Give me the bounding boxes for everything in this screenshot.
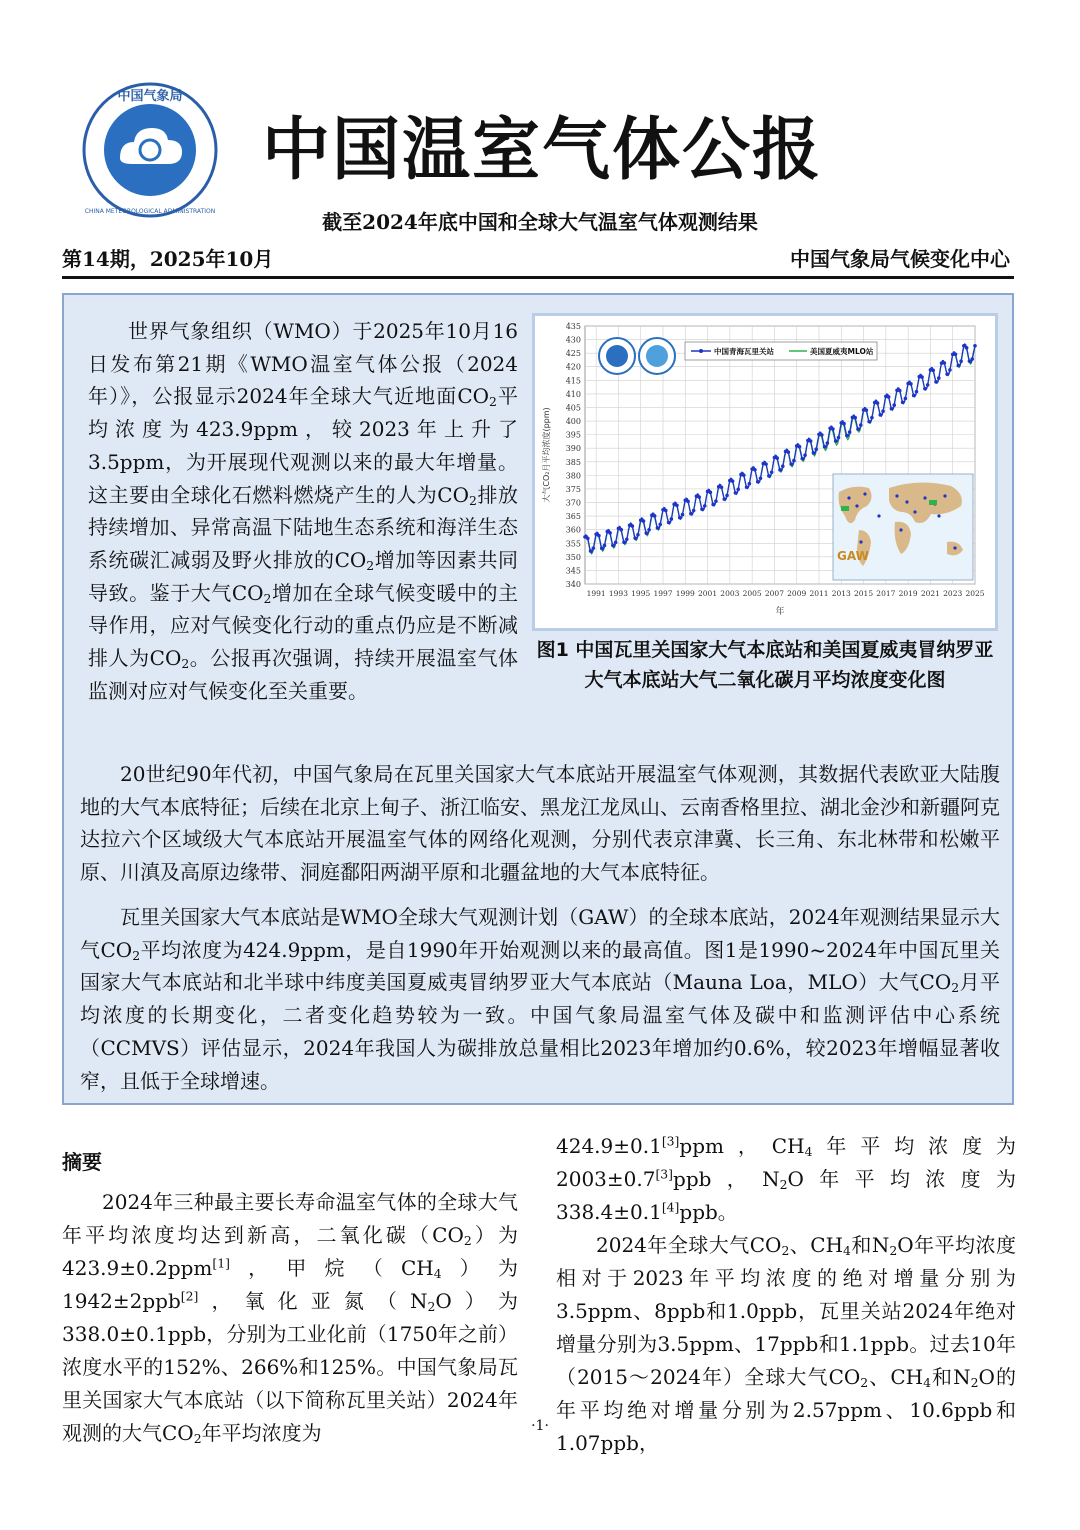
data-point [709, 491, 713, 495]
station-marker [855, 504, 858, 507]
data-point [842, 422, 846, 426]
data-point [700, 507, 704, 511]
x-tick-label: 2019 [898, 589, 918, 598]
y-tick-label: 375 [565, 484, 581, 494]
page-title: 中国温室气体公报 [262, 111, 823, 190]
data-point [792, 459, 796, 463]
data-point [633, 536, 637, 540]
data-point [644, 531, 648, 535]
data-point [904, 397, 908, 401]
station-marker [859, 540, 862, 543]
data-point [909, 382, 913, 386]
data-point [775, 456, 779, 460]
y-tick-label: 410 [565, 389, 581, 399]
data-point [658, 523, 662, 527]
data-point [959, 359, 963, 363]
data-point [845, 434, 849, 438]
data-point [619, 528, 623, 532]
data-point [611, 544, 615, 548]
station-marker [905, 500, 908, 503]
x-tick-label: 1999 [675, 589, 695, 598]
data-point [692, 509, 696, 513]
data-point [711, 503, 715, 507]
data-point [656, 526, 660, 530]
data-point [901, 400, 905, 404]
data-point [831, 427, 835, 431]
data-point [748, 482, 752, 486]
x-tick-label: 2011 [809, 589, 829, 598]
data-point [753, 468, 757, 472]
data-point [767, 474, 771, 478]
y-tick-label: 400 [565, 417, 581, 427]
intro-paragraph: 世界气象组织（WMO）于2025年10月16日发布第21期《WMO温室气体公报（2024年）》，公报显示2024年全球大气近地面$CO_2$平均浓度为423.9ppm，较2023年上升了3.5ppm，为开展现代观测以来的最大年增量。这主要由全球化石燃料燃烧产生的人为$CO_2$排放持续增加、异常高温下陆地生态系统和海洋生态系统碳汇减弱及野火排放的$CO_2$增加等因素共同导致。鉴于大气$CO_2$增加在全球气候变暖中的主导作用，应对气候变化行动的重点仍应是不断减排人为$CO_2$。公报再次强调，持续开展温室气体监测对应对气候变化至关重要。 [88, 319, 519, 703]
data-point [770, 470, 774, 474]
data-point [937, 376, 941, 380]
summary-right-column: 424.9±0.1[3]ppm，$CH_4$年平均浓度为2003±0.7[3]ppb，$N_2O$年平均浓度为338.4±0.1[4]ppb。 2024年全球大气$CO_2$、$CH_4$和$N_2O$年平均浓度相对于2023年平均浓度的绝对增量分别为3.5ppm、8ppb和1.0ppb，瓦里关站2024年绝对增量分别为3.5ppm、17ppb和1.1ppb。过去10年（2015～2024年）全球大气$CO_2$、$CH_4$和$N_2O$的年平均绝对增量分别为2.57ppm、10.6ppb和1.07ppb， [556, 1133, 1017, 1455]
data-point [970, 357, 974, 361]
data-point [764, 462, 768, 466]
data-point [915, 390, 919, 394]
y-tick-label: 430 [565, 335, 581, 345]
data-point [787, 450, 791, 454]
data-point [798, 445, 802, 449]
data-point [731, 479, 735, 483]
station-marker [841, 506, 849, 511]
x-tick-label: 1997 [653, 589, 673, 598]
data-point [948, 368, 952, 372]
x-tick-label: 2021 [920, 589, 940, 598]
y-axis-label: 大气CO₂月平均浓度(ppm) [542, 407, 551, 503]
data-point [736, 487, 740, 491]
data-point [614, 541, 618, 545]
data-point [722, 497, 726, 501]
data-point [890, 407, 894, 411]
data-point [881, 409, 885, 413]
data-point [965, 346, 969, 350]
x-tick-label: 1995 [631, 589, 651, 598]
data-point [589, 549, 593, 553]
data-point [759, 476, 763, 480]
data-point [681, 513, 685, 517]
y-tick-label: 365 [565, 512, 581, 522]
y-tick-label: 345 [565, 566, 581, 576]
data-point [848, 430, 852, 434]
data-point [756, 480, 760, 484]
paragraph-waliguan: 瓦里关国家大气本底站是WMO全球大气观测计划（GAW）的全球本底站，2024年观测结果显示大气$CO_2$平均浓度为424.9ppm，是自1990年开始观测以来的最高值。图1是1990~2024年中国瓦里关国家大气本底站和北半球中纬度美国夏威夷冒纳罗亚大气本底站（Mauna Loa，MLO）大气$CO_2$月平均浓度的长期变化，二者变化趋势较为一致。中国气象局温室气体及碳中和监测评估中心系统（CCMVS）评估显示，2024年我国人为碳排放总量相比2023年增加约0.6%，较2023年增幅显著收窄，且低于全球增速。 [80, 905, 1001, 1093]
x-tick-label: 2009 [787, 589, 807, 598]
data-point [853, 416, 857, 420]
logo-ring-text: CHINA METEOROLOGICAL ADMINISTRATION [84, 208, 216, 215]
data-point [714, 499, 718, 503]
legend-label: 中国青海瓦里关站 [714, 347, 774, 356]
data-point [898, 389, 902, 393]
data-point [653, 514, 657, 518]
x-tick-label: 2013 [831, 589, 851, 598]
cma-logo [80, 80, 220, 220]
data-point [865, 408, 869, 412]
gaw-label: GAW [837, 549, 869, 563]
data-point [600, 546, 604, 550]
data-point [636, 533, 640, 537]
legend-swatch [699, 349, 703, 353]
data-point [956, 364, 960, 368]
y-tick-label: 350 [565, 552, 581, 562]
data-point [781, 464, 785, 468]
station-marker [913, 510, 916, 513]
y-tick-label: 395 [565, 430, 581, 440]
x-tick-label: 2007 [764, 589, 784, 598]
data-point [803, 453, 807, 457]
data-point [823, 445, 827, 449]
y-tick-label: 425 [565, 349, 581, 359]
station-marker [929, 500, 937, 505]
co2-figure [532, 313, 998, 631]
y-tick-label: 390 [565, 444, 581, 454]
page-number: ·1· [531, 1418, 549, 1434]
data-point [820, 433, 824, 437]
data-point [837, 436, 841, 440]
data-point [789, 462, 793, 466]
data-point [954, 353, 958, 357]
data-point [943, 361, 947, 365]
data-point [912, 394, 916, 398]
data-point [647, 528, 651, 532]
logo-text: 中国气象局 [117, 89, 183, 104]
data-point [689, 512, 693, 516]
data-point [834, 439, 838, 443]
data-point [859, 423, 863, 427]
station-marker [937, 514, 940, 517]
x-tick-label: 1991 [586, 589, 606, 598]
x-tick-label: 1993 [608, 589, 628, 598]
station-marker [895, 494, 898, 497]
data-point [742, 473, 746, 477]
data-point [973, 344, 977, 348]
y-tick-label: 355 [565, 539, 581, 549]
page-subtitle: 截至2024年底中国和全球大气温室气体观测结果 [322, 210, 758, 234]
y-tick-label: 435 [565, 322, 581, 331]
y-tick-label: 340 [565, 580, 581, 589]
header-rule [62, 276, 1014, 279]
data-point [720, 485, 724, 489]
data-point [678, 516, 682, 520]
station-marker [877, 514, 880, 517]
data-point [934, 380, 938, 384]
station-marker [943, 494, 946, 497]
data-point [664, 509, 668, 513]
figure-caption: 图1 中国瓦里关国家大气本底站和美国夏威夷冒纳罗亚大气本底站大气二氧化碳月平均浓度变化图 [536, 639, 994, 691]
x-tick-label: 2001 [698, 589, 718, 598]
x-tick-label: 2005 [742, 589, 762, 598]
data-point [826, 441, 830, 445]
data-point [667, 521, 671, 525]
data-point [597, 534, 601, 538]
data-point [586, 537, 590, 541]
data-point [920, 375, 924, 379]
data-point [809, 439, 813, 443]
data-point [603, 544, 607, 548]
data-point [608, 531, 612, 535]
data-point [703, 504, 707, 508]
highlight-box [62, 293, 1014, 1105]
station-marker [953, 546, 956, 549]
data-point [686, 500, 690, 504]
summary-left-column: 2024年三种最主要长寿命温室气体的全球大气年平均浓度均达到新高，二氧化碳$(CO_2)$为423.9±0.2ppm[1]，甲烷$(CH_4)$为1942±2ppb[2]，氧化亚氮$(N_2O)$为338.0±0.1ppb，分别为工业化前（1750年之前）浓度水平的152%、266%和125%。中国气象局瓦里关国家大气本底站（以下简称瓦里关站）2024年观测的大气$CO_2$年平均浓度为 [62, 1190, 519, 1447]
x-tick-label: 2003 [720, 589, 740, 598]
data-point [945, 372, 949, 376]
issuing-org: 中国气象局气候变化中心 [790, 247, 1010, 271]
data-point [697, 495, 701, 499]
data-point [856, 427, 860, 431]
data-point [926, 383, 930, 387]
data-point [876, 401, 880, 405]
station-marker [847, 496, 850, 499]
issue-info: 第14期，2025年10月 [62, 247, 274, 271]
summary-heading: 摘要 [62, 1150, 102, 1174]
data-point [812, 451, 816, 455]
data-point [734, 491, 738, 495]
x-tick-label: 2025 [965, 589, 985, 598]
data-point [670, 517, 674, 521]
data-point [867, 420, 871, 424]
x-tick-label: 2017 [876, 589, 896, 598]
data-point [745, 485, 749, 489]
data-point [725, 494, 729, 498]
y-tick-label: 385 [565, 457, 581, 467]
co2-chart [535, 316, 989, 622]
x-tick-label: 2015 [854, 589, 874, 598]
paragraph-stations: 20世纪90年代初，中国气象局在瓦里关国家大气本底站开展温室气体观测，其数据代表欧亚大陆腹地的大气本底特征；后续在北京上甸子、浙江临安、黑龙江龙凤山、云南香格里拉、湖北金沙和新疆阿克达拉六个区域级大气本底站开展温室气体的网络化观测，分别代表京津冀、长三角、东北林带和松嫩平原、川滇及高原边缘带、洞庭鄱阳两湖平原和北疆盆地的大气本底特征。 [80, 762, 1000, 885]
y-tick-label: 380 [565, 471, 581, 481]
data-point [814, 447, 818, 451]
data-point [622, 540, 626, 544]
data-point [592, 546, 596, 550]
y-tick-label: 420 [565, 362, 581, 372]
station-marker [923, 496, 926, 499]
y-tick-label: 405 [565, 403, 581, 413]
data-point [931, 369, 935, 373]
data-point [892, 403, 896, 407]
x-axis-label: 年 [775, 607, 785, 617]
station-logo-icon [646, 345, 668, 367]
legend-label: 美国夏威夷MLO站 [810, 347, 874, 356]
station-marker [863, 492, 866, 495]
station-marker [899, 528, 902, 531]
y-tick-label: 370 [565, 498, 581, 508]
data-point [870, 416, 874, 420]
data-point [642, 519, 646, 523]
data-point [878, 413, 882, 417]
y-tick-label: 360 [565, 525, 581, 535]
data-point [778, 468, 782, 472]
data-point [631, 524, 635, 528]
x-tick-label: 2023 [943, 589, 963, 598]
data-point [923, 387, 927, 391]
data-point [675, 504, 679, 508]
data-point [800, 457, 804, 461]
y-tick-label: 415 [565, 376, 581, 386]
data-point [887, 395, 891, 399]
station-logo-icon [606, 345, 628, 367]
data-point [625, 538, 629, 542]
